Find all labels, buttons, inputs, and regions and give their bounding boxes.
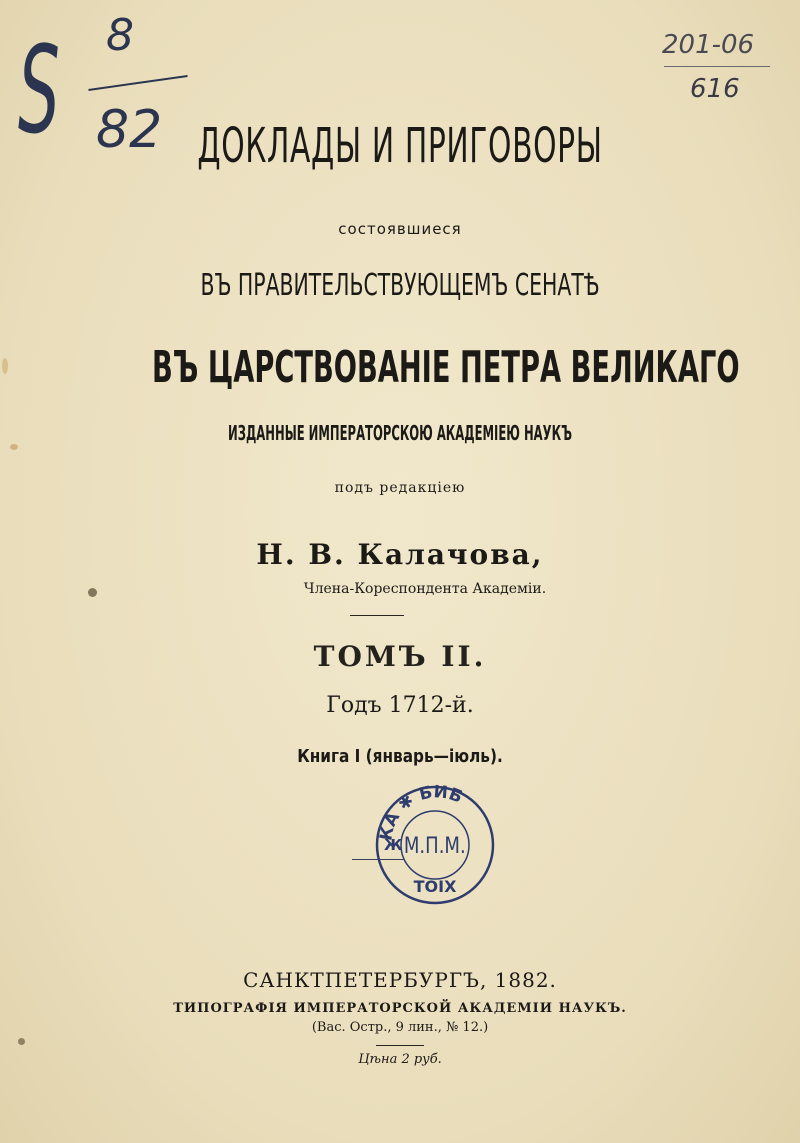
editor-role: Члена-Кореспондента Академіи. — [303, 581, 547, 597]
reign-line: ВЪ ЦАРСТВОВАНІЕ ПЕТРА ВЕЛИКАГО — [152, 342, 740, 393]
shelf-mark-letter: S — [18, 22, 60, 161]
imprint-divider — [376, 1045, 424, 1046]
catalog-number-bottom: 616 — [690, 74, 740, 104]
stamp-lower-text: ТОІХ — [413, 877, 457, 896]
stamp-arc-text: КА ✱ БИБ — [376, 782, 466, 843]
senate-line: ВЪ ПРАВИТЕЛЬСТВУЮЩЕМЪ СЕНАТѢ — [200, 268, 600, 303]
imprint-printer: ТИПОГРАФІЯ ИМПЕРАТОРСКОЙ АКАДЕМІИ НАУКЪ. — [173, 1001, 627, 1016]
book-subtitle: состоявшиеся — [338, 220, 462, 238]
paper-speck — [2, 358, 8, 374]
volume-number: ТОМЪ II. — [313, 640, 487, 673]
shelf-mark-denominator: 82 — [96, 100, 163, 160]
paper-speck — [10, 444, 18, 450]
library-stamp — [370, 780, 500, 910]
stamp-left-letter: Ж — [384, 836, 403, 854]
editorship-line: подъ редакціею — [334, 480, 466, 496]
publisher-line: ИЗДАННЫЕ ИМПЕРАТОРСКОЮ АКАДЕМІЕЮ НАУКЪ — [228, 421, 572, 445]
shelf-mark-fraction-line — [88, 75, 187, 91]
imprint-city-year: САНКТПЕТЕРБУРГЪ, 1882. — [243, 968, 557, 992]
catalog-number-line — [664, 66, 770, 67]
volume-year: Годъ 1712-й. — [326, 693, 474, 718]
paper-speck — [18, 1038, 25, 1045]
stamp-center-text: М.П.М. — [403, 832, 466, 859]
shelf-mark-numerator: 8 — [106, 10, 134, 61]
imprint-address: (Вас. Остр., 9 лин., № 12.) — [311, 1020, 489, 1035]
book-part: Книга I (январь—іюль). — [297, 746, 503, 767]
divider-rule — [350, 615, 404, 616]
editor-name: Н. В. Калачова, — [256, 538, 544, 571]
price-line: Цѣна 2 руб. — [358, 1052, 442, 1067]
book-title: ДОКЛАДЫ И ПРИГОВОРЫ — [197, 118, 603, 174]
paper-speck — [88, 588, 97, 597]
catalog-number-top: 201-06 — [662, 30, 755, 60]
